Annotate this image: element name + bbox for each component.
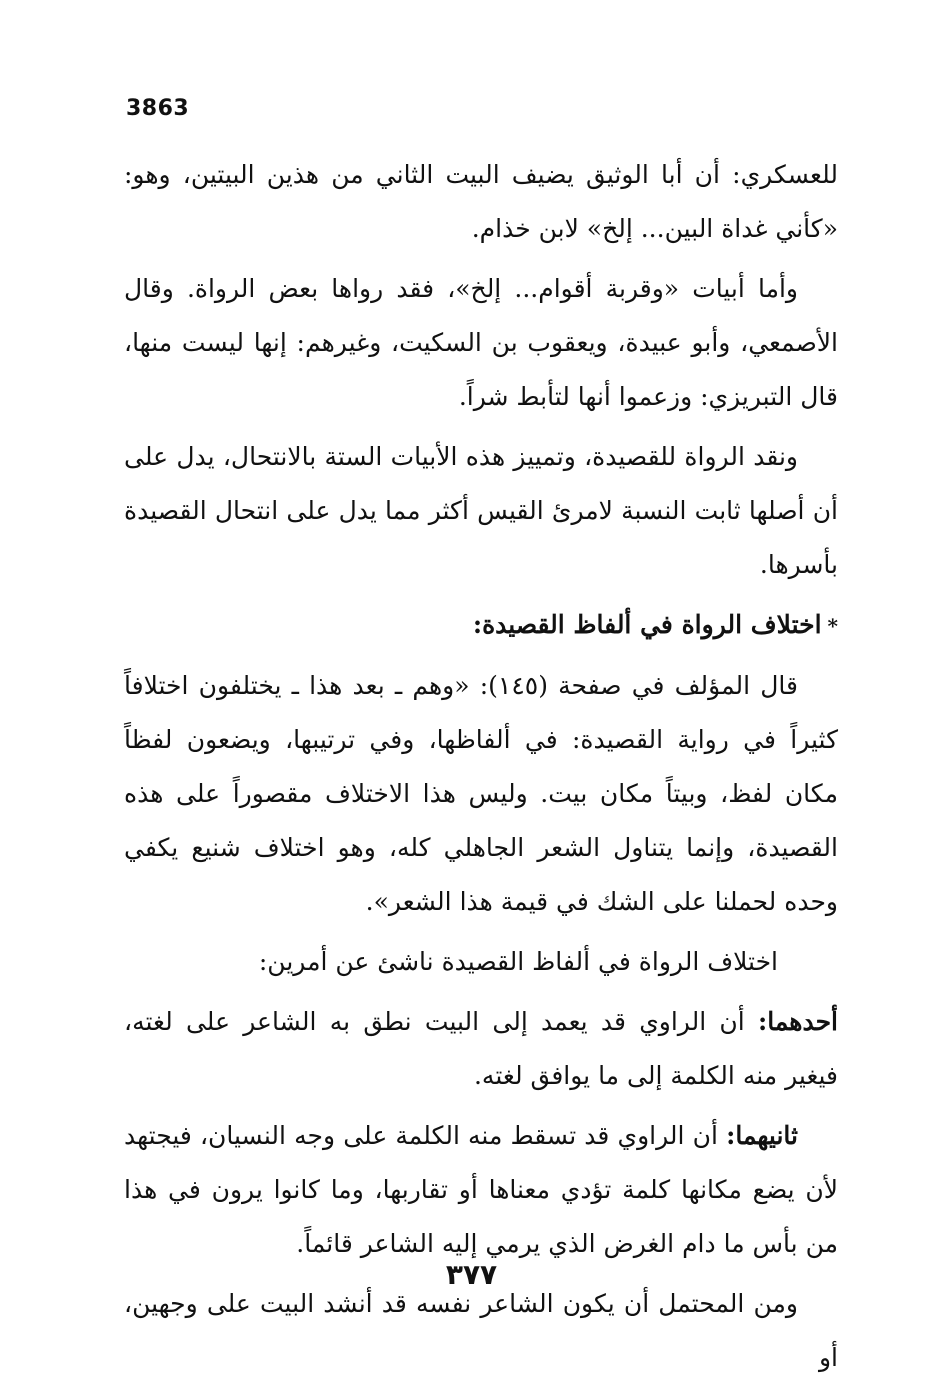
page-id: 3863 xyxy=(126,96,190,121)
paragraph-first-cause xyxy=(124,995,838,1103)
first-cause-text: أن الراوي قد يعمد إلى البيت نطق به الشاعر على لغته، فيغير منه الكلمة إلى ما يوافق لغته. xyxy=(124,1007,838,1090)
paragraph-continuation: للعسكري: أن أبا الوثيق يضيف البيت الثاني من هذين البيتين، وهو: «كأني غداة البين... إلخ» لابن خذام. xyxy=(124,160,838,243)
second-cause-text: أن الراوي قد تسقط منه الكلمة على وجه النسيان، فيجتهد لأن يضع مكانها كلمة تؤدي معناها أو تقاربها، وما كانوا يرون في هذا من بأس ما دام الغرض الذي يرمي إليه الشاعر قائماً. xyxy=(124,1121,838,1258)
heading-star: * xyxy=(827,614,838,638)
paragraph-second-cause xyxy=(124,1109,838,1271)
heading-text: اختلاف الرواة في ألفاظ القصيدة: xyxy=(472,610,822,639)
paragraph-author-quote: قال المؤلف في صفحة (١٤٥): «وهم ـ بعد هذا ـ يختلفون اختلافاً كثيراً في رواية القصيدة: في ألفاظها، وفي ترتيبها، ويضعون لفظاً مكان لفظ، وبيتاً مكان بيت. وليس هذا الاختلاف مقصوراً على هذه القصيدة، وإنما يتناول الشعر الجاهلي كله، وهو اختلاف شنيع يكفي وحده لحملنا على الشك في قيمة هذا الشعر». xyxy=(124,671,838,916)
paragraph-two-causes: اختلاف الرواة في ألفاظ القصيدة ناشئ عن أمرين: xyxy=(258,947,778,976)
body-text xyxy=(124,148,838,1391)
paragraph-critique: ونقد الرواة للقصيدة، وتمييز هذه الأبيات الستة بالانتحال، يدل على أن أصلها ثابت النسبة لامرئ القيس أكثر مما يدل على انتحال القصيدة بأسرها. xyxy=(124,442,839,579)
paragraph-possibility: ومن المحتمل أن يكون الشاعر نفسه قد أنشد البيت على وجهين، أو xyxy=(124,1289,838,1372)
paragraph-abyat: وأما أبيات «وقربة أقوام... إلخ»، فقد رواها بعض الرواة. وقال الأصمعي، وأبو عبيدة، ويعقوب بن السكيت، وغيرهم: إنها ليست منها، قال التبريزي: وزعموا أنها لتأبط شراً. xyxy=(124,274,838,411)
page-number: ٣٧٧ xyxy=(445,1258,498,1291)
first-cause-label: أحدهما: xyxy=(757,1007,838,1036)
second-cause-label: ثانيهما: xyxy=(726,1121,798,1150)
section-heading xyxy=(124,598,838,653)
